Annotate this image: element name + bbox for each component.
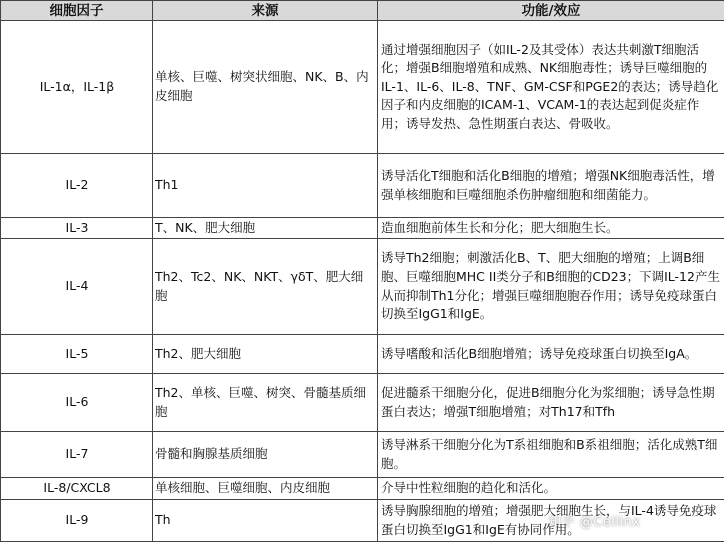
effect-cell: 诱导活化T细胞和活化B细胞的增殖；增强NK细胞毒活性，增强单核细胞和巨噬细胞杀伤肿瘤细胞和细菌能力。	[378, 154, 724, 218]
factor-cell: IL-6	[1, 374, 153, 432]
effect-cell: 通过增强细胞因子（如IL-2及其受体）表达共刺激T细胞活化；增强B细胞增殖和成熟、NK细胞毒性；诱导巨噬细胞的IL-1、IL-6、IL-8、TNF、GM-CSF和PGE2的表达；诱导趋化因子和内皮细胞的ICAM-1、VCAM-1的表达起到促炎症作用；诱导发热、急性期蛋白表达、骨吸收。	[378, 21, 724, 154]
effect-cell: 诱导淋系干细胞分化为T系祖细胞和B系祖细胞；活化成熟T细胞。	[378, 432, 724, 478]
source-cell: Th2、肥大细胞	[153, 335, 378, 374]
factor-cell: IL-9	[1, 500, 153, 542]
factor-cell: IL-4	[1, 239, 153, 335]
source-cell: 单核细胞、巨噬细胞、内皮细胞	[153, 478, 378, 500]
header-row	[1, 1, 724, 21]
source-cell: 骨髓和胸腺基质细胞	[153, 432, 378, 478]
source-cell: T、NK、肥大细胞	[153, 218, 378, 239]
table-row	[1, 154, 724, 218]
effect-cell: 诱导胸腺细胞的增殖；增强肥大细胞生长，与IL-4诱导免疫球蛋白切换至IgG1和IgE有协同作用。	[378, 500, 724, 542]
table-row	[1, 374, 724, 432]
table-row	[1, 500, 724, 542]
header-factor: 细胞因子	[1, 1, 153, 21]
effect-cell: 介导中性粒细胞的趋化和活化。	[378, 478, 724, 500]
source-cell: Th2、Tc2、NK、NKT、γδT、肥大细胞	[153, 239, 378, 335]
table-row	[1, 478, 724, 500]
table-row	[1, 218, 724, 239]
watermark: 知乎 @Cellinx	[548, 515, 641, 530]
table-row	[1, 432, 724, 478]
header-effect: 功能/效应	[378, 1, 724, 21]
header-source: 来源	[153, 1, 378, 21]
factor-cell: IL-5	[1, 335, 153, 374]
table-row	[1, 239, 724, 335]
factor-cell: IL-3	[1, 218, 153, 239]
source-cell: Th2、单核、巨噬、树突、骨髓基质细胞	[153, 374, 378, 432]
table-row	[1, 335, 724, 374]
source-cell: Th	[153, 500, 378, 542]
factor-cell: IL-2	[1, 154, 153, 218]
effect-cell: 诱导Th2细胞；刺激活化B、T、肥大细胞的增殖；上调B细胞、巨噬细胞MHC II类分子和B细胞的CD23；下调IL-12产生从而抑制Th1分化；增强巨噬细胞胞吞作用；诱导免疫球蛋白切换至IgG1和IgE。	[378, 239, 724, 335]
effect-cell: 造血细胞前体生长和分化；肥大细胞生长。	[378, 218, 724, 239]
effect-cell: 促进髓系干细胞分化，促进B细胞分化为浆细胞；诱导急性期蛋白表达；增强T细胞增殖；对Th17和Tfh	[378, 374, 724, 432]
effect-cell: 诱导嗜酸和活化B细胞增殖；诱导免疫球蛋白切换至IgA。	[378, 335, 724, 374]
source-cell: Th1	[153, 154, 378, 218]
factor-cell: IL-8/CXCL8	[1, 478, 153, 500]
source-cell: 单核、巨噬、树突状细胞、NK、B、内皮细胞	[153, 21, 378, 154]
factor-cell: IL-1α，IL-1β	[1, 21, 153, 154]
table-row	[1, 21, 724, 154]
factor-cell: IL-7	[1, 432, 153, 478]
